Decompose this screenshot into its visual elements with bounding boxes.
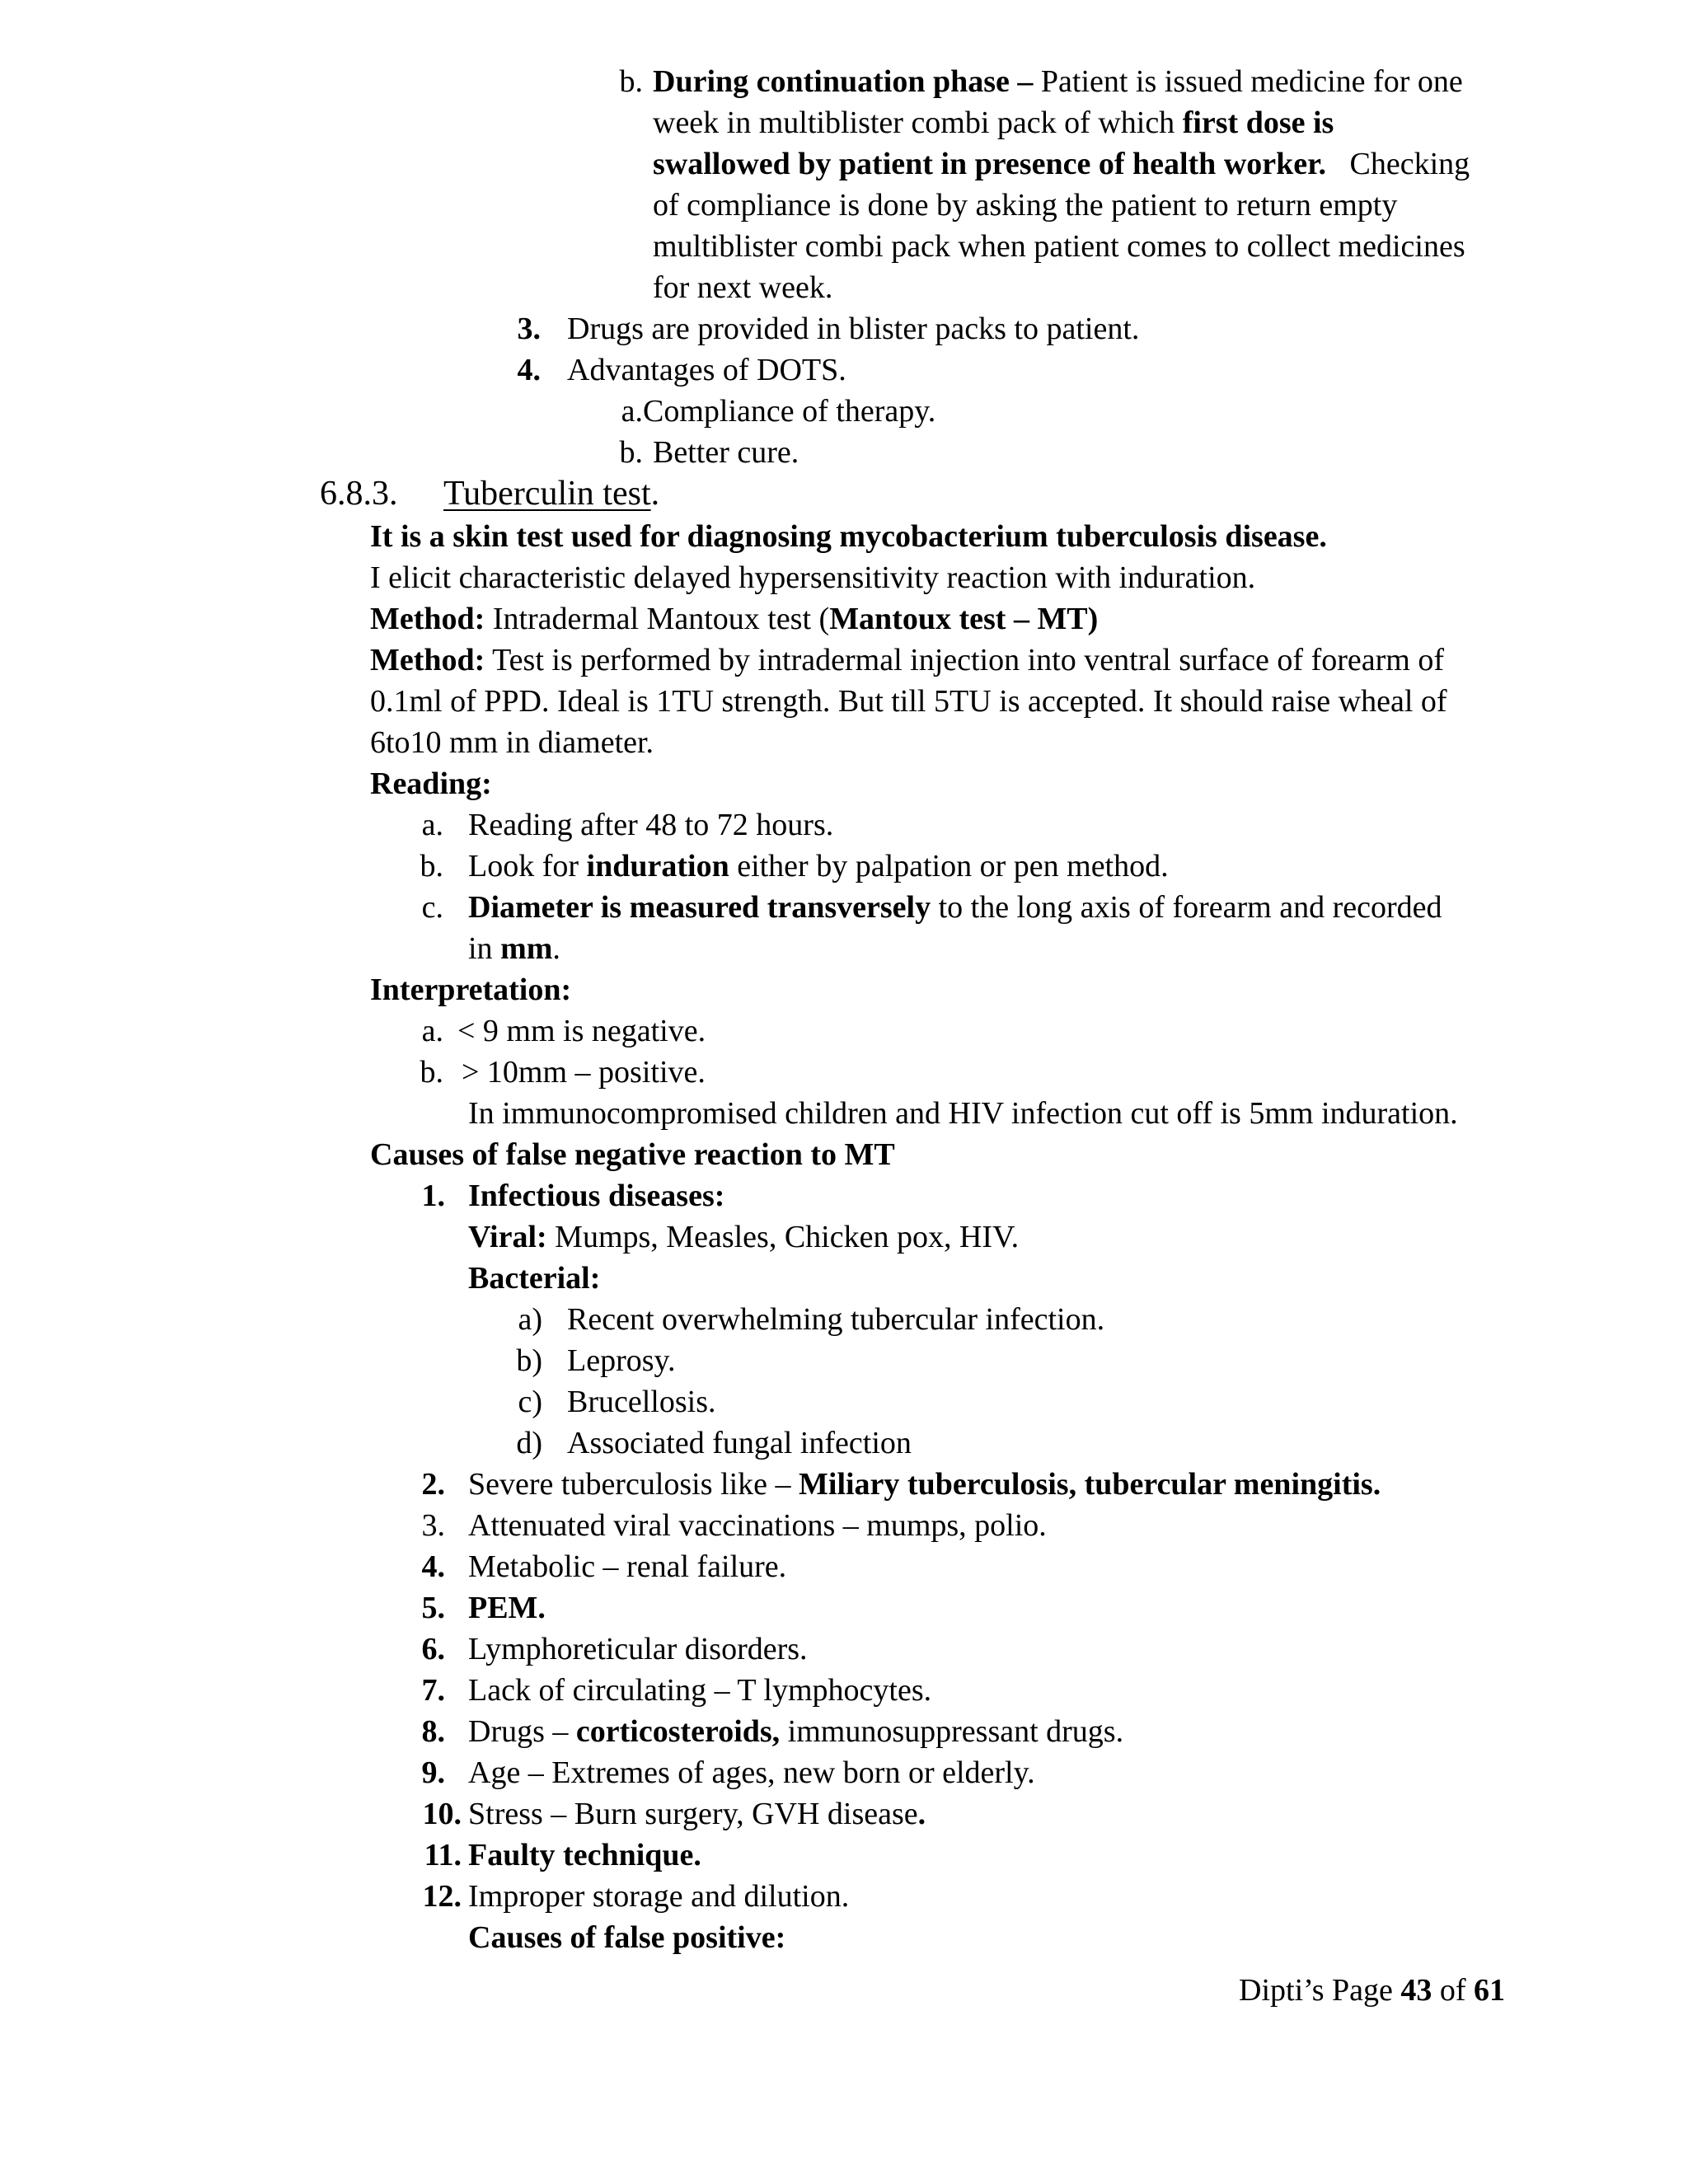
continuation-line-2: week in multiblister combi pack of which first dose is [653, 105, 1334, 140]
list-item: PEM. [468, 1591, 546, 1625]
continuation-line-6: for next week. [653, 270, 833, 305]
list-marker: d) [516, 1426, 542, 1460]
list-marker: 10. [422, 1797, 462, 1831]
page-footer: Dipti’s Page 43 of 61 [1239, 1973, 1505, 2008]
list-marker: 5. [421, 1591, 445, 1625]
list-item: Look for induration either by palpation or pen method. [468, 849, 1169, 883]
list-marker: 11. [424, 1838, 462, 1872]
list-item: Faulty technique. [468, 1838, 701, 1872]
list-marker: 9. [421, 1755, 445, 1790]
method-line: 0.1ml of PPD. Ideal is 1TU strength. But till 5TU is accepted. It should raise wheal of [370, 684, 1447, 719]
list-marker: 2. [421, 1467, 445, 1502]
interpretation-note: In immunocompromised children and HIV infection cut off is 5mm induration. [468, 1096, 1458, 1131]
method-line: Method: Test is performed by intradermal injection into ventral surface of forearm of [370, 643, 1444, 677]
list-marker: 7. [421, 1673, 445, 1708]
list-marker: a. [621, 394, 643, 429]
list-item: Stress – Burn surgery, GVH disease. [468, 1797, 926, 1831]
list-item: Improper storage and dilution. [468, 1879, 850, 1914]
list-marker: a) [518, 1302, 542, 1337]
list-item: Infectious diseases: [468, 1179, 725, 1213]
list-item: Age – Extremes of ages, new born or elderly. [468, 1755, 1035, 1790]
page-total: 61 [1474, 1973, 1505, 2008]
reading-heading: Reading: [370, 766, 492, 801]
list-item-continuation: in mm. [468, 931, 560, 966]
list-item: Lymphoreticular disorders. [468, 1632, 808, 1666]
list-item: Diameter is measured transversely to the long axis of forearm and recorded [468, 890, 1442, 925]
list-item: Recent overwhelming tubercular infection. [567, 1302, 1105, 1337]
intro-definition: It is a skin test used for diagnosing mycobacterium tuberculosis disease. [370, 519, 1327, 554]
list-item: Metabolic – renal failure. [468, 1549, 787, 1584]
list-marker: a. [421, 1014, 443, 1048]
page-number: 43 [1400, 1973, 1432, 2008]
list-item: Brucellosis. [567, 1385, 716, 1419]
list-marker: b. [420, 1055, 443, 1090]
list-marker: c) [518, 1385, 542, 1419]
list-marker: 8. [421, 1714, 445, 1749]
list-marker: a. [421, 808, 443, 842]
list-marker: c. [421, 890, 443, 925]
continuation-line-3: swallowed by patient in presence of health worker. Checking [653, 147, 1470, 181]
list-marker: 4. [517, 353, 541, 387]
bacterial-heading: Bacterial: [468, 1261, 601, 1296]
list-item: Reading after 48 to 72 hours. [468, 808, 834, 842]
section-number: 6.8.3. [320, 475, 398, 513]
list-marker: b. [619, 435, 643, 470]
list-item: Leprosy. [567, 1343, 676, 1378]
list-item: Severe tuberculosis like – Miliary tuberculosis, tubercular meningitis. [468, 1467, 1381, 1502]
list-item: Drugs – corticosteroids, immunosuppressant drugs. [468, 1714, 1124, 1749]
list-item: Advantages of DOTS. [567, 353, 846, 387]
list-marker: 3. [421, 1508, 445, 1543]
continuation-line-5: multiblister combi pack when patient comes to collect medicines [653, 229, 1465, 264]
false-negative-heading: Causes of false negative reaction to MT [370, 1137, 895, 1172]
list-marker: b. [619, 64, 643, 99]
interpretation-heading: Interpretation: [370, 972, 572, 1007]
intro-line: I elicit characteristic delayed hypersensitivity reaction with induration. [370, 560, 1256, 595]
method-line: Method: Intradermal Mantoux test (Mantoux test – MT) [370, 602, 1099, 636]
false-positive-heading: Causes of false positive: [468, 1920, 786, 1955]
list-item: Associated fungal infection [567, 1426, 912, 1460]
viral-line: Viral: Mumps, Measles, Chicken pox, HIV. [468, 1220, 1020, 1254]
list-item: Drugs are provided in blister packs to patient. [567, 312, 1140, 346]
list-marker: b. [420, 849, 443, 883]
method-line: 6to10 mm in diameter. [370, 725, 654, 760]
continuation-line-4: of compliance is done by asking the patient to return empty [653, 188, 1398, 223]
list-marker: 6. [421, 1632, 445, 1666]
list-item: Attenuated viral vaccinations – mumps, polio. [468, 1508, 1047, 1543]
list-item: Better cure. [653, 435, 799, 470]
section-title: Tuberculin test. [443, 475, 660, 513]
list-item: > 10mm – positive. [462, 1055, 706, 1090]
continuation-line-1: During continuation phase – Patient is issued medicine for one [653, 64, 1463, 99]
list-marker: 3. [517, 312, 541, 346]
list-marker: b) [516, 1343, 542, 1378]
list-item: Lack of circulating – T lymphocytes. [468, 1673, 932, 1708]
list-item: < 9 mm is negative. [457, 1014, 706, 1048]
list-marker: 12. [422, 1879, 462, 1914]
list-marker: 4. [421, 1549, 445, 1584]
list-marker: 1. [421, 1179, 445, 1213]
list-item: Compliance of therapy. [643, 394, 936, 429]
